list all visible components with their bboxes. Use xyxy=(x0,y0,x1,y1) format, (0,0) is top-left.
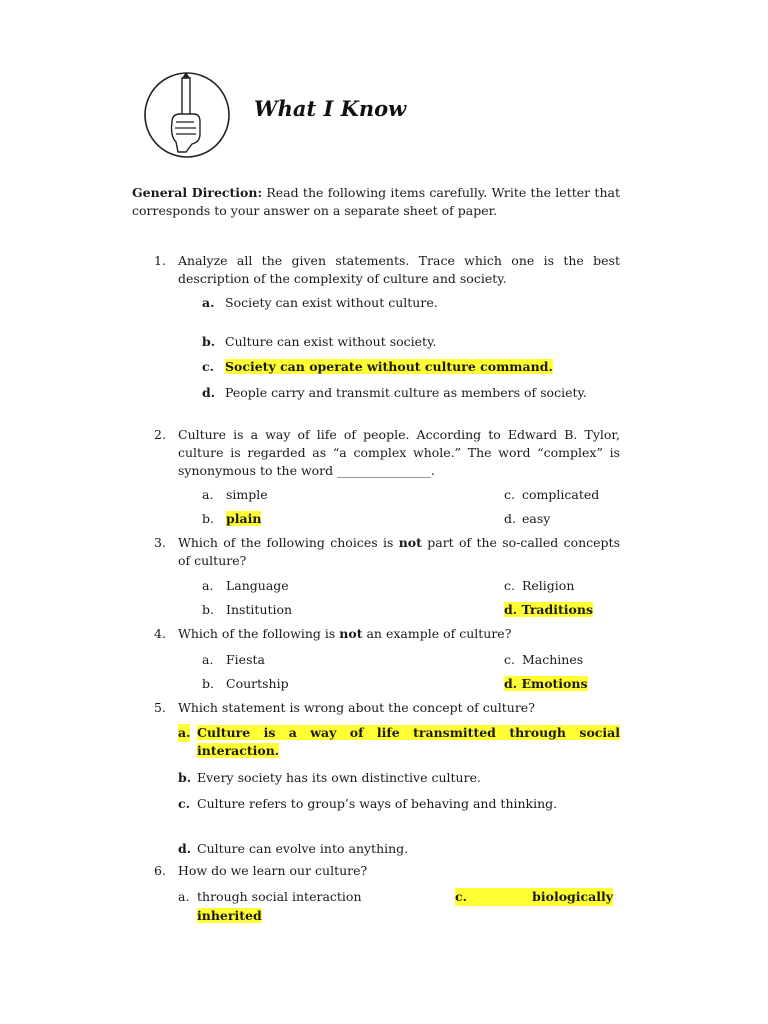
stem-emphasis: not xyxy=(339,626,363,641)
option-letter: d. xyxy=(178,841,192,856)
direction-text: Read the following items carefully. Write the letter that corresponds to your answer on a separate sheet of paper. xyxy=(132,185,620,218)
option-letter: a. xyxy=(202,578,214,593)
option-text: d. Emotions xyxy=(504,676,588,691)
option-text: Society can operate without culture command. xyxy=(225,359,553,374)
option-text: Culture can exist without society. xyxy=(225,334,437,349)
option-letter: a. xyxy=(202,487,214,502)
option-text: Fiesta xyxy=(226,652,265,667)
option-2d xyxy=(504,510,550,528)
option-text: Culture is a way of life transmitted through social interaction. xyxy=(197,725,620,758)
option-text: easy xyxy=(522,511,551,526)
stem-text: Which of the following choices is xyxy=(178,535,394,550)
option-6c-continued xyxy=(197,907,262,925)
option-3b xyxy=(202,601,292,619)
option-letter: c. xyxy=(504,652,515,667)
option-text: Culture refers to group’s ways of behaving and thinking. xyxy=(197,796,558,811)
option-2a xyxy=(202,486,268,504)
question-stem: How do we learn our culture? xyxy=(178,863,368,878)
option-letter: c. xyxy=(455,889,467,904)
option-5b xyxy=(178,769,620,787)
hand-pencil-icon xyxy=(142,70,232,160)
option-letter: a. xyxy=(178,889,190,904)
option-text: plain xyxy=(226,511,262,526)
option-1b xyxy=(202,333,620,351)
option-letter: a. xyxy=(202,295,215,310)
option-letter: b. xyxy=(202,511,214,526)
option-text: Language xyxy=(226,578,289,593)
stem-text: an example of culture? xyxy=(366,626,512,641)
option-1c xyxy=(202,358,620,376)
option-3c xyxy=(504,577,574,595)
option-text: simple xyxy=(226,487,268,502)
option-1d xyxy=(202,384,620,402)
option-3d xyxy=(504,601,593,619)
question-1 xyxy=(154,252,620,288)
question-number: 6. xyxy=(154,863,166,878)
option-text: Religion xyxy=(522,578,575,593)
option-text: biologically xyxy=(532,889,613,904)
option-text: Society can exist without culture. xyxy=(225,295,438,310)
option-letter: c. xyxy=(504,487,515,502)
question-number: 2. xyxy=(154,427,166,442)
option-letter: c. xyxy=(504,578,515,593)
option-2b xyxy=(202,510,261,528)
option-3a xyxy=(202,577,289,595)
option-5a xyxy=(178,724,620,760)
question-number: 5. xyxy=(154,700,166,715)
stem-emphasis: not xyxy=(398,535,422,550)
question-stem: Analyze all the given statements. Trace which one is the best description of the complexity of culture and society. xyxy=(178,253,620,286)
option-letter: a. xyxy=(202,652,214,667)
option-5d xyxy=(178,840,620,858)
page-title: What I Know xyxy=(254,96,407,121)
question-3 xyxy=(154,534,620,570)
question-number: 4. xyxy=(154,626,166,641)
option-1a xyxy=(202,294,620,312)
option-4c xyxy=(504,651,583,669)
option-text: Every society has its own distinctive culture. xyxy=(197,770,481,785)
option-text: through social interaction xyxy=(197,889,362,904)
option-letter: b. xyxy=(202,334,216,349)
option-6a xyxy=(178,888,362,906)
option-text: Institution xyxy=(226,602,293,617)
stem-text: Which of the following is xyxy=(178,626,336,641)
question-number: 1. xyxy=(154,253,166,268)
option-letter: b. xyxy=(202,602,214,617)
option-5c xyxy=(178,795,620,813)
option-letter: b. xyxy=(178,770,192,785)
question-stem xyxy=(178,625,620,643)
option-letter: b. xyxy=(202,676,214,691)
question-2 xyxy=(154,426,620,480)
option-text: People carry and transmit culture as members of society. xyxy=(225,385,587,400)
option-text: d. Traditions xyxy=(504,602,593,617)
option-text: complicated xyxy=(522,487,600,502)
stem-text: part of the so-called concepts of culture? xyxy=(178,535,620,568)
option-2c xyxy=(504,486,599,504)
direction-label: General Direction: xyxy=(132,185,263,200)
option-letter: d. xyxy=(504,511,516,526)
question-4 xyxy=(154,625,620,643)
question-number: 3. xyxy=(154,535,166,550)
question-stem xyxy=(178,534,620,570)
option-letter: c. xyxy=(202,359,214,374)
option-letter: c. xyxy=(178,796,190,811)
option-letter: d. xyxy=(202,385,216,400)
option-letter: a. xyxy=(178,725,191,740)
option-4b xyxy=(202,675,289,693)
question-stem: Which statement is wrong about the concept of culture? xyxy=(178,700,535,715)
question-6 xyxy=(154,862,620,880)
question-5 xyxy=(154,699,620,717)
option-text: Machines xyxy=(522,652,584,667)
option-text: Culture can evolve into anything. xyxy=(197,841,409,856)
option-text: inherited xyxy=(197,908,262,923)
option-4d xyxy=(504,675,588,693)
general-direction xyxy=(132,184,620,220)
option-6c xyxy=(455,888,613,906)
option-4a xyxy=(202,651,265,669)
question-stem: Culture is a way of life of people. According to Edward B. Tylor, culture is regarded as “a complex whole.” The word “complex” is synonymous to the word _______________. xyxy=(178,427,620,478)
option-text: Courtship xyxy=(226,676,289,691)
